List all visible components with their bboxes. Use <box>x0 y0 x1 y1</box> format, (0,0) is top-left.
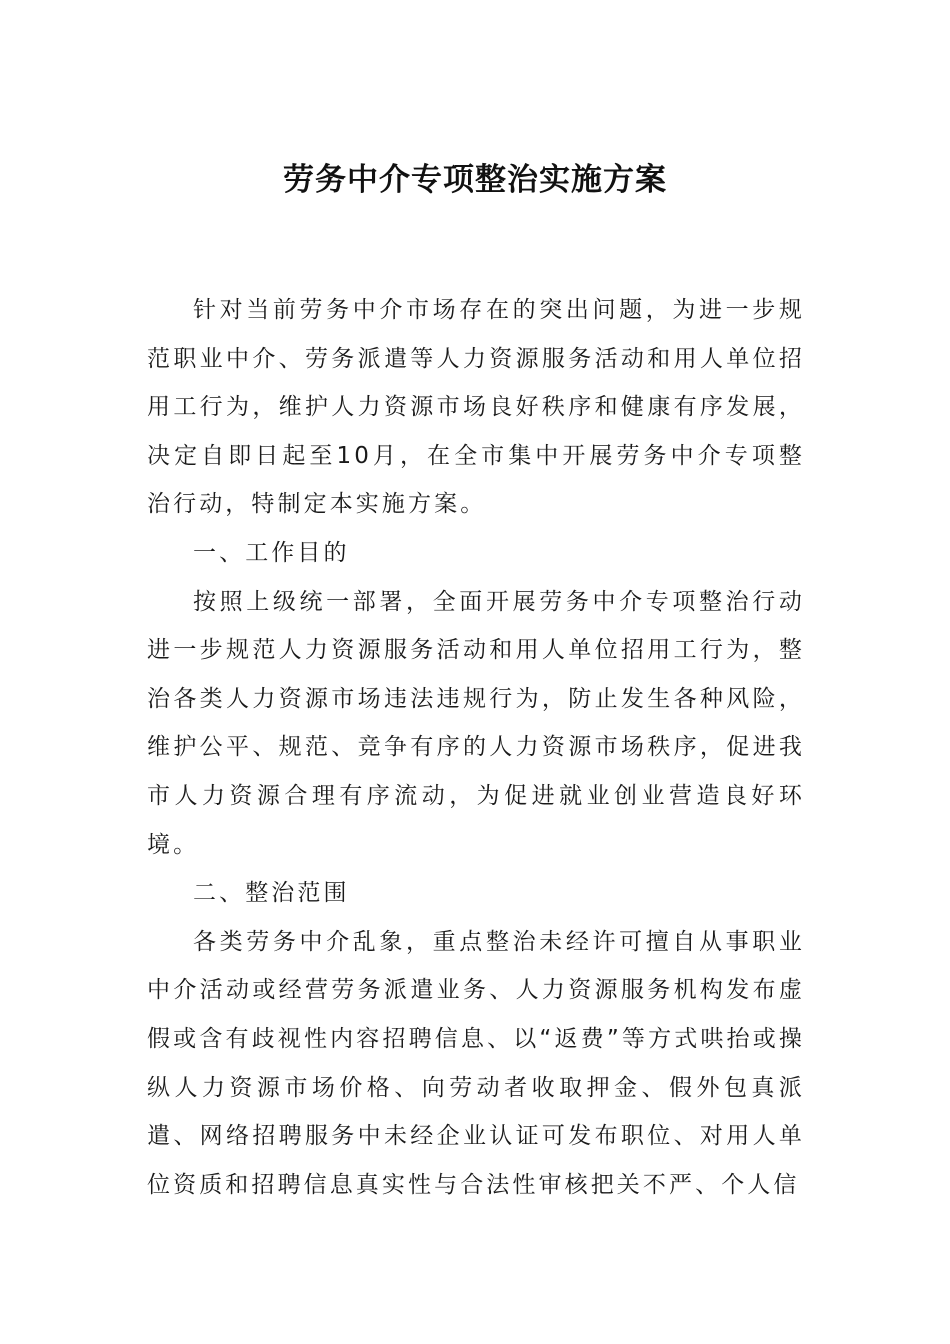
scope-paragraph: 各类劳务中介乱象，重点整治未经许可擅自从事职业中介活动或经营劳务派遣业务、人力资源服务机构发布虚假或含有歧视性内容招聘信息、以“返费”等方式哄抬或操纵人力资源市场价格、向劳动者收取押金、假外包真派遣、网络招聘服务中未经企业认证可发布职位、对用人单位资质和招聘信息真实性与合法性审核把关不严、个人信 <box>147 928 805 1198</box>
work-purpose-paragraph: 按照上级统一部署，全面开展劳务中介专项整治行动进一步规范人力资源服务活动和用人单位招用工行为，整治各类人力资源市场违法违规行为，防止发生各种风险，维护公平、规范、竞争有序的人力资源市场秩序，促进我市人力资源合理有序流动，为促进就业创业营造良好环境。 <box>147 588 805 858</box>
document-title: 劳务中介专项整治实施方案 <box>283 162 667 198</box>
document-body <box>147 286 805 1209</box>
intro-paragraph: 针对当前劳务中介市场存在的突出问题，为进一步规范职业中介、劳务派遣等人力资源服务活动和用人单位招用工行为，维护人力资源市场良好秩序和健康有序发展，决定自即日起至10月，在全市集中开展劳务中介专项整治行动，特制定本实施方案。 <box>147 297 805 518</box>
section-heading-work-purpose: 一、工作目的 <box>193 539 350 566</box>
section-heading-scope: 二、整治范围 <box>193 880 350 907</box>
